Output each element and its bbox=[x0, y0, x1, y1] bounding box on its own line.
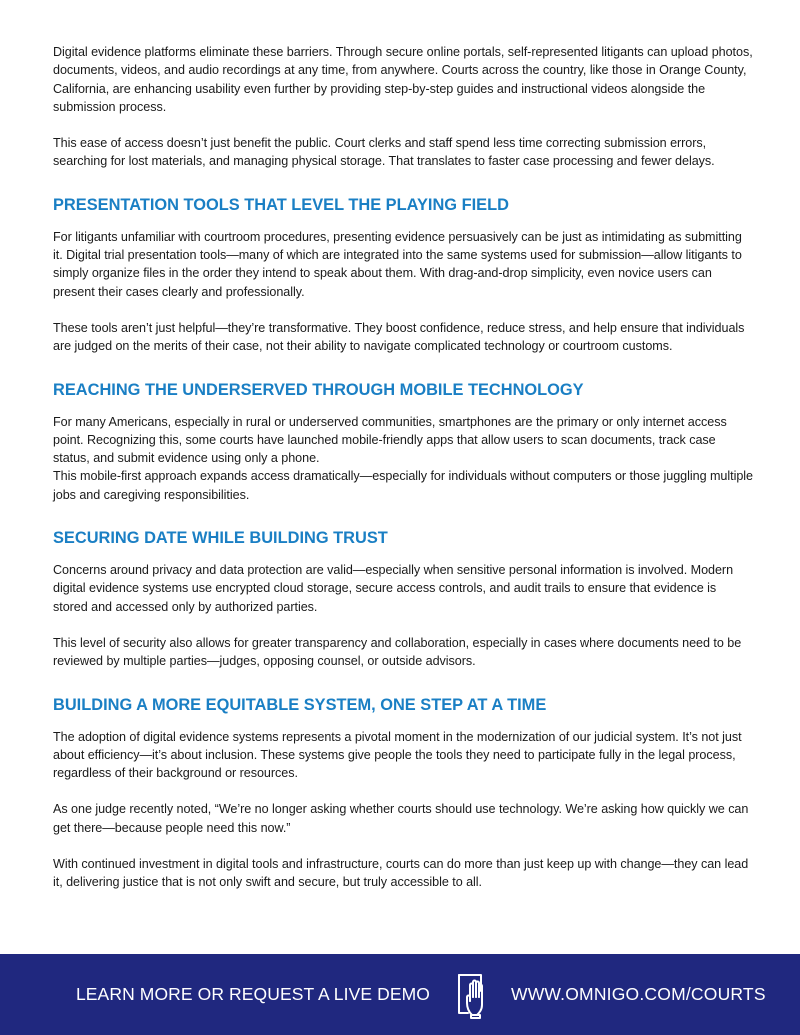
section-paragraph: The adoption of digital evidence systems represents a pivotal moment in the modernization of our judicial system. It’s not just about efficiency—it’s about inclusion. These systems give people the tools they need to participate fully in the legal process, regardless of their background or resources. bbox=[53, 729, 742, 781]
intro-paragraph-2: This ease of access doesn’t just benefit the public. Court clerks and staff spend less time correcting submission errors, searching for lost materials, and managing physical storage. That translates to faster case processing and fewer delays. bbox=[53, 136, 715, 169]
section-paragraph: This mobile-first approach expands access dramatically—especially for individuals without computers or those juggling multiple jobs and caregiving responsibilities. bbox=[53, 469, 753, 502]
section-heading-presentation-tools: PRESENTATION TOOLS THAT LEVEL THE PLAYING FIELD bbox=[53, 195, 509, 214]
footer-banner bbox=[0, 954, 800, 1035]
courts-url-link[interactable]: WWW.OMNIGO.COM/COURTS bbox=[511, 984, 766, 1004]
section-heading-equitable-system: BUILDING A MORE EQUITABLE SYSTEM, ONE STEP AT A TIME bbox=[53, 695, 547, 714]
section-paragraph: For litigants unfamiliar with courtroom procedures, presenting evidence persuasively can be just as intimidating as submitting it. Digital trial presentation tools—many of which are integrated into the same systems used for submission—allow litigants to simply organize files in the order they intend to speak about them. With drag-and-drop simplicity, even novice users can present their cases clearly and professionally. bbox=[53, 229, 742, 299]
article-body bbox=[53, 43, 753, 910]
section-paragraph: For many Americans, especially in rural or underserved communities, smartphones are the primary or only internet access point. Recognizing this, some courts have launched mobile-friendly apps that allow users to scan documents, track case status, and submit evidence using only a phone. bbox=[53, 414, 727, 466]
section-paragraph: This level of security also allows for greater transparency and collaboration, especially in cases where documents need to be reviewed by multiple parties—judges, opposing counsel, or outside advisors. bbox=[53, 635, 742, 669]
hand-on-document-icon bbox=[450, 967, 496, 1019]
judge-quote-paragraph: As one judge recently noted, “We’re no longer asking whether courts should use technology. We’re asking how quickly we can get there—because people need this now.” bbox=[53, 802, 749, 835]
intro-paragraph-1: Digital evidence platforms eliminate these barriers. Through secure online portals, self-represented litigants can upload photos, documents, videos, and audio recordings at any time, from anywhere. Courts across the country, like those in Orange County, California, are enhancing usability even further by providing step-by-step guides and instructional videos alongside the submission process. bbox=[53, 45, 753, 114]
section-paragraph: Concerns around privacy and data protection are valid—especially when sensitive personal information is involved. Modern digital evidence systems use encrypted cloud storage, secure access controls, and audit trails to ensure that evidence is stored and accessed only by authorized parties. bbox=[53, 563, 734, 614]
closing-paragraph: With continued investment in digital tools and infrastructure, courts can do more than just keep up with change—they can lead it, delivering justice that is not only swift and secure, but truly accessible to all. bbox=[53, 857, 749, 890]
section-heading-securing-data: SECURING DATE WHILE BUILDING TRUST bbox=[53, 529, 388, 548]
section-heading-mobile-technology: REACHING THE UNDERSERVED THROUGH MOBILE TECHNOLOGY bbox=[53, 380, 584, 399]
section-paragraph: These tools aren’t just helpful—they’re transformative. They boost confidence, reduce stress, and help ensure that individuals are judged on the merits of their case, not their ability to navigate complicated technology or courtroom customs. bbox=[53, 320, 745, 354]
demo-cta-link[interactable]: LEARN MORE OR REQUEST A LIVE DEMO bbox=[75, 984, 430, 1004]
